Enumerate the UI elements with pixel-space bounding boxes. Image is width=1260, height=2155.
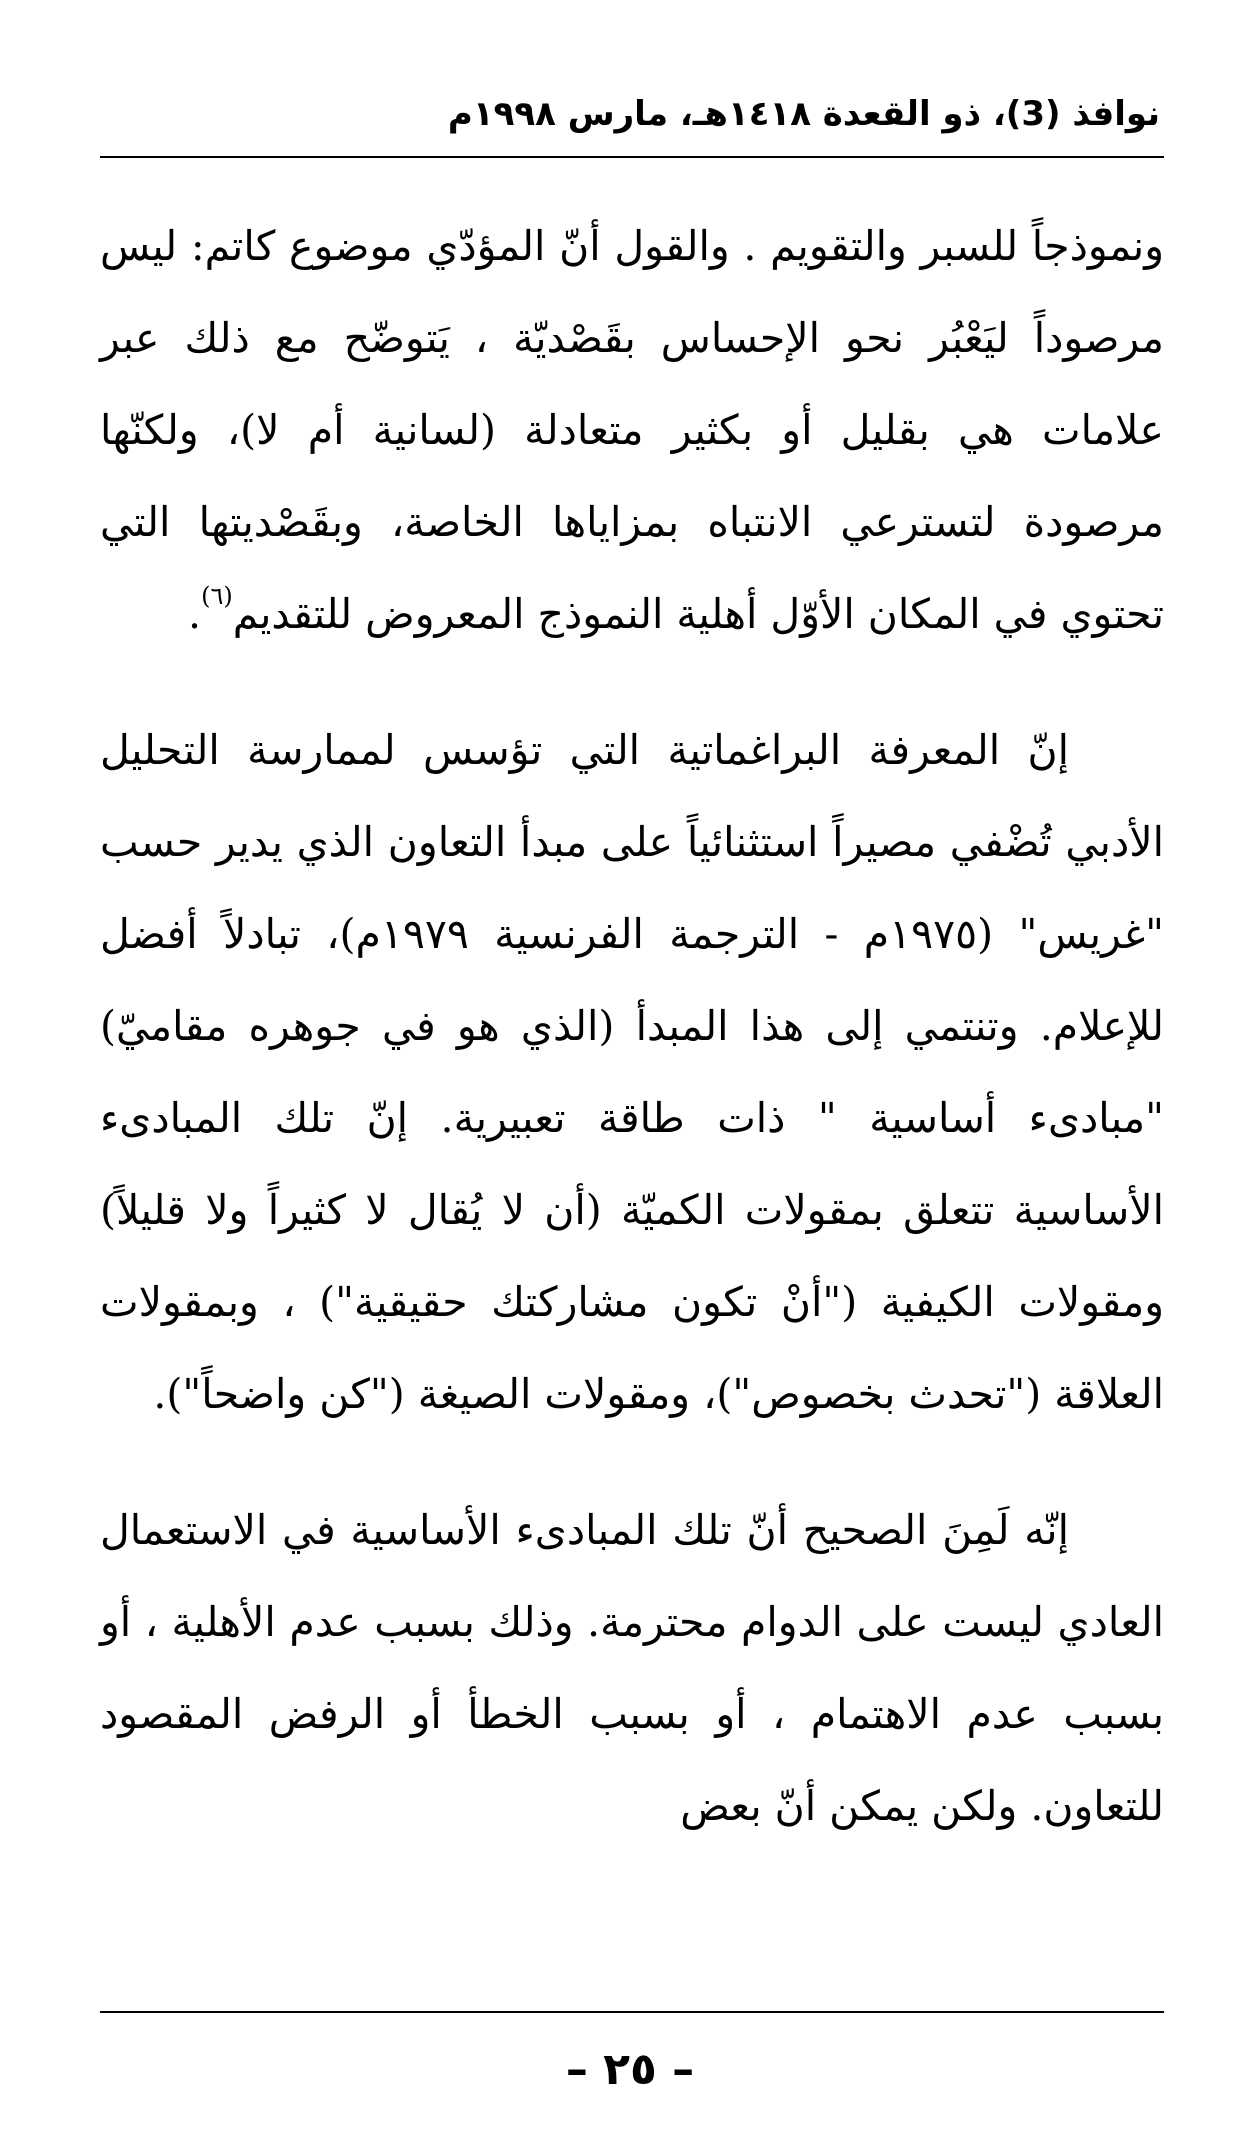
paragraph-1 xyxy=(100,200,1164,660)
footer-rule xyxy=(100,2011,1164,2013)
body-text xyxy=(100,200,1164,1852)
paragraph-1-text: ونموذجاً للسبر والتقويم . والقول أنّ المؤدّي موضوع كاتم: ليس مرصوداً ليَعْبُر نحو الإحساس بقَصْديّة ، يَتوضّح مع ذلك عبر علامات هي بقليل أو بكثير متعادلة (لسانية أم لا)، ولكنّها مرصودة لتسترعي الانتباه بمزاياها الخاصة، وبقَصْديتها التي تحتوي في المكان الأوّل أهلية النموذج المعروض للتقديم xyxy=(100,222,1164,638)
paragraph-2 xyxy=(100,704,1164,1440)
paragraph-3 xyxy=(100,1484,1164,1852)
header-rule xyxy=(100,156,1164,158)
page-number: – ٢٥ – xyxy=(565,2044,695,2095)
paragraph-2-text: إنّ المعرفة البراغماتية التي تؤسس لممارسة التحليل الأدبي تُضْفي مصيراً استثنائياً على مبدأ التعاون الذي يدير حسب "غريس" (١٩٧٥م - الترجمة الفرنسية ١٩٧٩م)، تبادلاً أفضل للإعلام. وتنتمي إلى هذا المبدأ (الذي هو في جوهره مقاميّ) "مبادىء أساسية " ذات طاقة تعبيرية. إنّ تلك المبادىء الأساسية تتعلق بمقولات الكميّة (أن لا يُقال لا كثيراً ولا قليلاً) ومقولات الكيفية ("أنْ تكون مشاركتك حقيقية") ، وبمقولات العلاقة ("تحدث بخصوص")، ومقولات الصيغة ("كن واضحاً"). xyxy=(100,726,1164,1418)
paragraph-3-text: إنّه لَمِنَ الصحيح أنّ تلك المبادىء الأساسية في الاستعمال العادي ليست على الدوام محترمة. وذلك بسبب عدم الأهلية ، أو بسبب عدم الاهتمام ، أو بسبب الخطأ أو الرفض المقصود للتعاون. ولكن يمكن أنّ بعض xyxy=(100,1506,1164,1830)
paragraph-1-end: . xyxy=(188,590,202,638)
running-header: نوافذ (3)، ذو القعدة ١٤١٨هـ، مارس ١٩٩٨م xyxy=(447,94,1160,134)
footnote-reference: (٦) xyxy=(201,582,233,610)
